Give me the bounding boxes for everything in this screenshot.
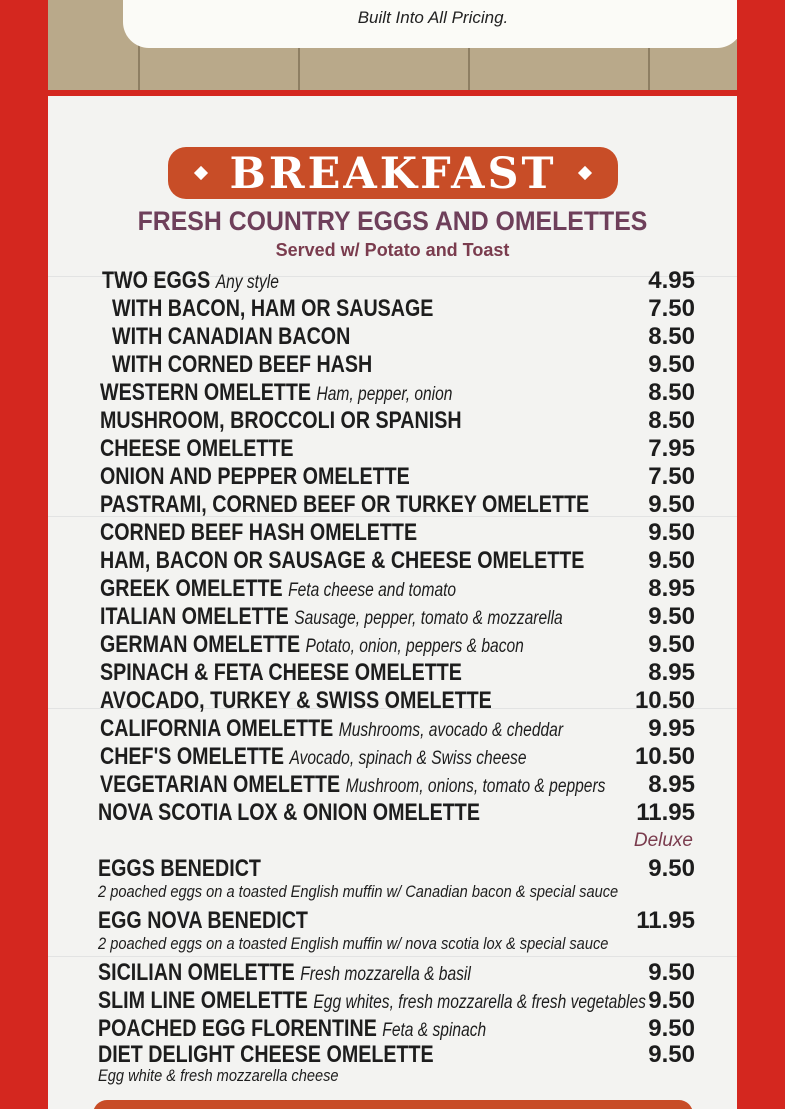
menu-item-description: Mushrooms, avocado & cheddar [338,720,564,741]
menu-item-description: Ham, pepper, onion [316,384,453,405]
menu-item-name [112,352,372,378]
menu-item-price: 9.50 [648,631,695,658]
menu-item-name [98,800,480,826]
deluxe-item-name [98,1042,434,1068]
menu-item-description: Sausage, pepper, tomato & mozzarella [294,608,563,629]
menu-item-description: Mushroom, onions, tomato & peppers [345,776,606,797]
deluxe-item-title: EGGS BENEDICT [98,855,261,882]
menu-item-title: PASTRAMI, CORNED BEEF OR TURKEY OMELETTE [100,491,590,518]
menu-item-price: 7.50 [648,295,695,322]
menu-item-description: Potato, onion, peppers & bacon [305,636,524,657]
deluxe-item-name [98,908,308,934]
menu-item-title: CALIFORNIA OMELETTE [100,715,334,742]
menu-item-price: 8.95 [648,575,695,602]
menu-item-name [100,632,524,660]
section-subtitle: FRESH COUNTRY EGGS AND OMELETTES [137,206,648,236]
menu-item-title: CHEESE OMELETTE [100,435,294,462]
menu-item-title: AVOCADO, TURKEY & SWISS OMELETTE [100,687,492,714]
menu-item-name [100,464,410,490]
wood-header [48,0,737,90]
deluxe-item-title: DIET DELIGHT CHEESE OMELETTE [98,1041,434,1068]
deluxe-item-title: EGG NOVA BENEDICT [98,907,308,934]
menu-item-name [100,380,452,408]
deluxe-item-price: 9.50 [648,855,695,882]
menu-item-title: CHEF'S OMELETTE [100,743,285,770]
deluxe-item-title: SICILIAN OMELETTE [98,959,295,986]
menu-item-price: 9.50 [648,547,695,574]
menu-item-title: TWO EGGS [102,267,211,294]
deluxe-item-title: POACHED EGG FLORENTINE [98,1015,377,1042]
menu-item-title: ONION AND PEPPER OMELETTE [100,463,410,490]
menu-item-price: 8.95 [648,659,695,686]
breakfast-banner [168,147,618,199]
deluxe-item-name [98,960,471,988]
wood-grain [48,956,737,957]
menu-item-title: GERMAN OMELETTE [100,631,301,658]
menu-item-price: 9.50 [648,519,695,546]
menu-item-price: 10.50 [634,743,695,770]
served-with-note: Served w/ Potato and Toast [275,240,510,260]
menu-item-title: ITALIAN OMELETTE [100,603,289,630]
menu-panel [48,96,737,1109]
menu-item-name [100,492,589,518]
deluxe-item-name [98,856,261,882]
menu-item-name [100,744,526,772]
menu-item-title: WESTERN OMELETTE [100,379,312,406]
menu-item-description: Feta cheese and tomato [288,580,457,601]
menu-item-price: 11.95 [636,799,695,826]
menu-item-title: VEGETARIAN OMELETTE [100,771,341,798]
deluxe-item-sub-description: 2 poached eggs on a toasted English muffin w/ Canadian bacon & special sauce [98,882,619,901]
menu-item-price: 8.50 [648,323,695,350]
deluxe-item-price: 9.50 [648,1041,695,1068]
section-title: BREAKFAST [229,149,557,199]
menu-item-price: 7.50 [648,463,695,490]
menu-item-name [102,268,279,296]
menu-item-name [100,716,563,744]
notice-line-2: Built Into All Pricing. [357,8,509,27]
menu-item-title: MUSHROOM, BROCCOLI OR SPANISH [100,407,462,434]
menu-item-price: 9.50 [648,351,695,378]
menu-item-price: 4.95 [648,267,695,294]
menu-item-description: Any style [215,272,279,293]
menu-item-price: 8.95 [648,771,695,798]
menu-item-name [100,660,462,686]
deluxe-item-price: 9.50 [648,959,695,986]
menu-item-price: 9.95 [648,715,695,742]
menu-item-title: WITH BACON, HAM OR SAUSAGE [112,295,434,322]
deluxe-item-title: SLIM LINE OMELETTE [98,987,308,1014]
deluxe-item-description: Egg whites, fresh mozzarella & fresh vegetables [313,992,646,1013]
menu-item-price: 10.50 [634,687,695,714]
menu-item-name [112,324,350,350]
menu-item-title: WITH CANADIAN BACON [112,323,351,350]
menu-item-price: 9.50 [648,603,695,630]
deluxe-label: Deluxe [633,830,693,851]
menu-item-name [100,408,462,434]
menu-item-name [112,296,433,322]
menu-item-name [100,576,456,604]
menu-item-title: NOVA SCOTIA LOX & ONION OMELETTE [98,799,480,826]
menu-item-name [100,436,294,462]
deluxe-item-price: 11.95 [636,907,695,934]
deluxe-item-name [98,988,646,1016]
menu-item-price: 8.50 [648,379,695,406]
menu-item-title: WITH CORNED BEEF HASH [112,351,373,378]
deluxe-item-description: Fresh mozzarella & basil [300,964,471,985]
menu-item-title: SPINACH & FETA CHEESE OMELETTE [100,659,462,686]
menu-item-description: Avocado, spinach & Swiss cheese [289,748,527,769]
deluxe-item-price: 9.50 [648,987,695,1014]
menu-item-title: CORNED BEEF HASH OMELETTE [100,519,418,546]
menu-item-price: 9.50 [648,491,695,518]
menu-item-name [100,604,563,632]
deluxe-item-sub-description: 2 poached eggs on a toasted English muffin w/ nova scotia lox & special sauce [98,934,609,953]
deluxe-item-sub-description: Egg white & fresh mozzarella cheese [98,1066,339,1085]
menu-item-name [100,772,605,800]
menu-item-name [100,548,584,574]
menu-item-title: HAM, BACON OR SAUSAGE & CHEESE OMELETTE [100,547,585,574]
payment-notice [123,0,737,48]
deluxe-item-description: Feta & spinach [382,1020,487,1041]
menu-item-title: GREEK OMELETTE [100,575,283,602]
menu-item-name [100,688,492,714]
menu-item-price: 7.95 [648,435,695,462]
deluxe-item-name [98,1016,486,1044]
deluxe-item-price: 9.50 [648,1015,695,1042]
menu-item-price: 8.50 [648,407,695,434]
next-section-banner [93,1100,693,1109]
menu-item-name [100,520,417,546]
